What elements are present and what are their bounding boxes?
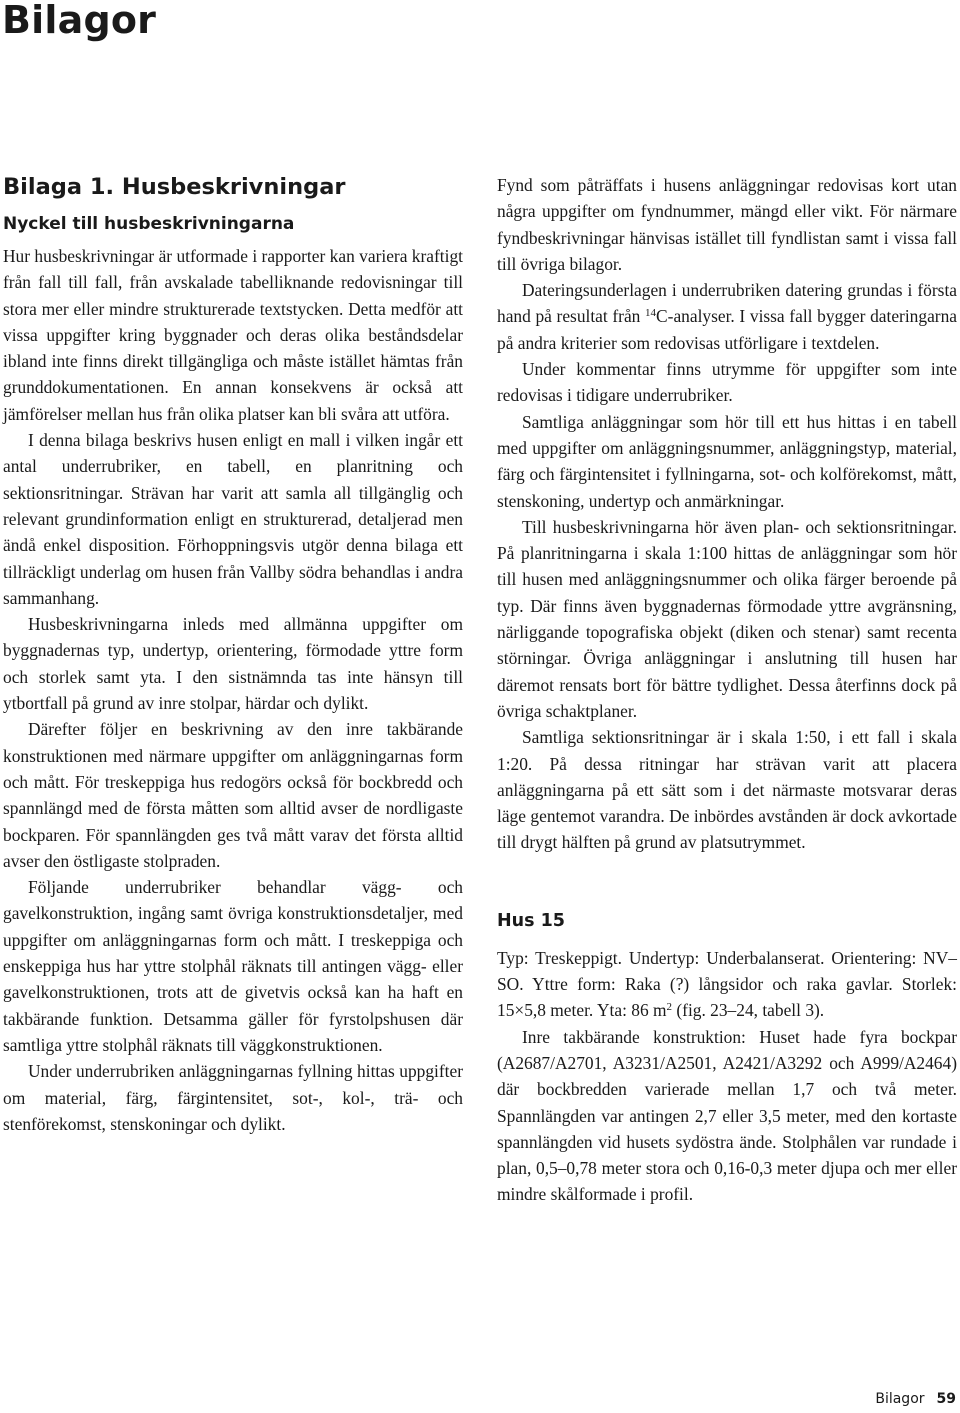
body-paragraph-fynd: Fynd som påträffats i husens anläggningar redovisas kort utan några uppgifter om fyndnummer, mängd eller vikt. För närmare fyndbeskrivningar hänvisas istället till fyndlistan samt i vissa fall till övriga bilagor. [497, 175, 957, 274]
body-paragraph-intro: Hur husbeskrivningar är utformade i rapporter kan variera kraftigt från fall till fall, från avskalade tabelliknande redovisningar till stora mer eller mindre strukturerade textstycken. Detta medför att vissa uppgifter kring byggnader och deras olika beståndsdelar ibland inte finns direkt tillgängliga och måste istället hämtas från grunddokumentationen. En annan konsekvens är också att jämförelser mellan hus från olika platser kan bli svåra att utföra. [3, 246, 463, 424]
hus-15-konstruktion: Inre takbärande konstruktion: Huset hade fyra bockpar (A2687/A2701, A3231/A2501, A2421/A3292 och A999/A2464) där bockbredden varierade mellan 1,7 och två meter. Spannlängden var antingen 2,7 eller 3,5 meter, med den kortaste spannlängden vid husets sydöstra ände. Stolphålen var rundade i plan, 0,5–0,78 meter stora och 0,16-0,3 meter djupa och mer eller mindre skålformade i profil. [497, 1026, 957, 1205]
chapter-title: Bilaga 1. Husbeskrivningar [3, 174, 346, 200]
hus-typ-before: Typ: Treskeppigt. Undertyp: Underbalanserat. Orientering: NV–SO. Yttre form: Raka (?) långsidor och raka gavlar. Storlek: 15×5,8 meter. Yta: 86 m [497, 947, 957, 1021]
body-paragraph-vagg: Följande underrubriker behandlar vägg- och gavelkonstruktion, ingång samt övriga konstruktionsdetaljer, med uppgifter om anläggningarnas form och mått. I treskeppiga och enskeppiga hus har yttre stolphål räknats till antingen vägg- eller gavelkonstruktionen, trots att de givetvis också kan ha haft en takbärande funktion. Detsamma gäller för fyrstolpshusen där samtliga yttre stolphål räknats till väggkonstruktionen. [3, 877, 463, 1055]
body-paragraph-takbarande: Därefter följer en beskrivning av den inre takbärande konstruktionen med närmare uppgifter om anläggningarnas form och mått. För treskeppiga hus redogörs också för bockbredd och spannlängd med de första måtten som alltid avser de nordligaste bockparen. För spannlängden ges två mått varav det första alltid avser den östligaste stolpraden. [3, 719, 463, 871]
running-head: Bilagor [2, 0, 157, 42]
body-paragraph-sektion: Samtliga sektionsritningar är i skala 1:50, i ett fall i skala 1:20. På dessa ritningar har strävan varit att placera anläggningarna på ett sätt som i det närmaste motsvarar deras läge gentemot varandra. De inbördes avstånden är dock avkortade till drygt hälften på grund av platsutrymmet. [497, 727, 957, 853]
body-paragraph-kommentar: Under kommentar finns utrymme för uppgifter som inte redovisas i tidigare underrubriker. [497, 359, 957, 406]
section-subheading: Nyckel till husbeskrivningarna [3, 214, 295, 234]
body-paragraph-tabell: Samtliga anläggningar som hör till ett hus hittas i en tabell med uppgifter om anläggningsnummer, anläggningstyp, material, färg och färgintensitet i fyllningarna, sot- och kolförekomst, mått, stenskoning, undertyp och anmärkningar. [497, 411, 957, 511]
hus-15-typ [497, 945, 957, 1024]
hus-typ-after: (fig. 23–24, tabell 3). [672, 1000, 825, 1021]
datering-text-after: C-analyser. I vissa fall bygger dateringarna på andra kriterier som redovisas utförligare i textdelen. [497, 306, 957, 353]
carbon-superscript: 14 [645, 307, 657, 320]
footer-label: Bilagor [875, 1391, 925, 1407]
body-paragraph-allmanna: Husbeskrivningarna inleds med allmänna uppgifter om byggnadernas typ, undertyp, orientering, förmodade yttre form och storlek samt yta. I den sistnämnda tas inte hänsyn till ytbortfall på grund av inre stolpar, härdar och dylikt. [3, 614, 463, 714]
area-superscript: 2 [666, 1001, 673, 1014]
body-paragraph-ritningar: Till husbeskrivningarna hör även plan- och sektionsritningar. På planritningarna i skala 1:100 hittas de anläggningar som hör till husen med anläggningsnummer och olika färger beroende på typ. Där finns även byggnadernas förmodade yttre avgränsning, närliggande topografiska objekt (diken och stenar) samt recenta störningar. Övriga anläggningar i anslutning till husen har däremot rensats bort för bättre tydlighet. Dessa återfinns dock på övriga schaktplaner. [497, 516, 957, 721]
left-column [3, 172, 463, 1137]
page-number: 59 [936, 1391, 956, 1407]
body-paragraph-datering [497, 277, 957, 356]
datering-text-before: Dateringsunderlagen i underrubriken datering grundas i första hand på resultat från [497, 280, 957, 327]
body-paragraph-mall: I denna bilaga beskrivs husen enligt en mall i vilken ingår ett antal underrubriker, en tabell, en planritning och sektionsritningar. Strävan har varit att samla all tillgänglig och relevant grundinformation enligt en strukturerad, detaljerad men ändå enkel disposition. Förhoppningsvis utgör denna bilaga ett tillräckligt underlag om husen från Vallby södra behandlas i andra sammanhang. [3, 430, 463, 608]
right-column [497, 172, 957, 1208]
page-footer [875, 1389, 956, 1409]
hus-15-heading: Hus 15 [497, 910, 565, 931]
body-paragraph-fyllning: Under underrubriken anläggningarnas fyllning hittas uppgifter om material, färg, färgintensitet, sot-, kol-, trä- och stenförekomst, stenskoningar och dylikt. [3, 1061, 463, 1134]
